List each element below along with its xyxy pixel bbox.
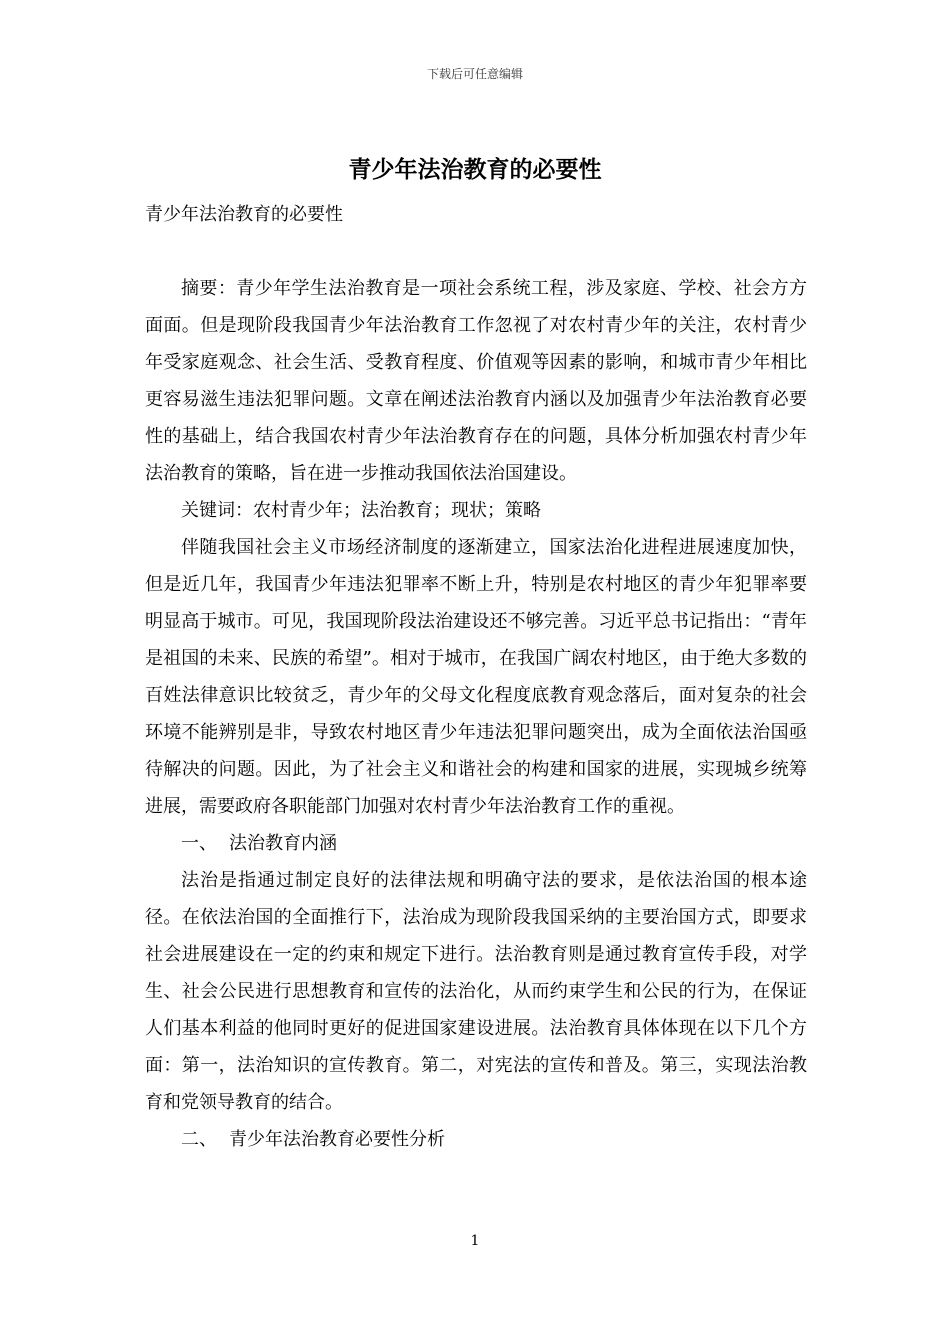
intro-paragraph: 伴随我国社会主义市场经济制度的逐渐建立，国家法治化进程进展速度加快，但是近几年，我国青少年违法犯罪率不断上升，特别是农村地区的青少年犯罪率要明显高于城市。可见，我国现阶段法治建设还不够完善。习近平总书记指出：“青年是祖国的未来、民族的希望”。相对于城市，在我国广阔农村地区，由于绝大多数的百姓法律意识比较贫乏，青少年的父母文化程度底教育观念落后，面对复杂的社会环境不能辨别是非，导致农村地区青少年违法犯罪问题突出，成为全面依法治国亟待解决的问题。因此，为了社会主义和谐社会的构建和国家的进展，实现城乡统筹进展，需要政府各职能部门加强对农村青少年法治教育工作的重视。	[145, 537, 807, 817]
abstract-paragraph: 摘要：青少年学生法治教育是一项社会系统工程，涉及家庭、学校、社会方方面面。但是现阶段我国青少年法治教育工作忽视了对农村青少年的关注，农村青少年受家庭观念、社会生活、受教育程度、价值观等因素的影响，和城市青少年相比更容易滋生违法犯罪问题。文章在阐述法治教育内涵以及加强青少年法治教育必要性的基础上，结合我国农村青少年法治教育存在的问题，具体分析加强农村青少年法治教育的策略，旨在进一步推动我国依法治国建设。	[145, 278, 807, 484]
keywords-line: 关键词：农村青少年；法治教育；现状；策略	[181, 500, 541, 521]
section-1-title: 法治教育内涵	[229, 833, 337, 854]
blank-line	[145, 233, 807, 270]
section-2-number: 二、	[181, 1129, 217, 1150]
document-body	[145, 196, 807, 1158]
section-1-heading	[145, 825, 807, 862]
page-number: 1	[470, 1233, 480, 1249]
document-title: 青少年法治教育的必要性	[348, 156, 602, 183]
section-1-paragraph: 法治是指通过制定良好的法律法规和明确守法的要求，是依法治国的根本途径。在依法治国的全面推行下，法治成为现阶段我国采纳的主要治国方式，即要求社会进展建设在一定的约束和规定下进行。法治教育则是通过教育宣传手段，对学生、社会公民进行思想教育和宣传的法治化，从而约束学生和公民的行为，在保证人们基本利益的他同时更好的促进国家建设进展。法治教育具体体现在以下几个方面：第一，法治知识的宣传教育。第二，对宪法的宣传和普及。第三，实现法治教育和党领导教育的结合。	[145, 870, 807, 1113]
section-1-number: 一、	[181, 833, 217, 854]
section-2-title: 青少年法治教育必要性分析	[229, 1129, 445, 1150]
document-subtitle: 青少年法治教育的必要性	[145, 204, 343, 225]
header-note: 下载后可任意编辑	[426, 67, 523, 81]
section-2-heading	[145, 1121, 807, 1158]
